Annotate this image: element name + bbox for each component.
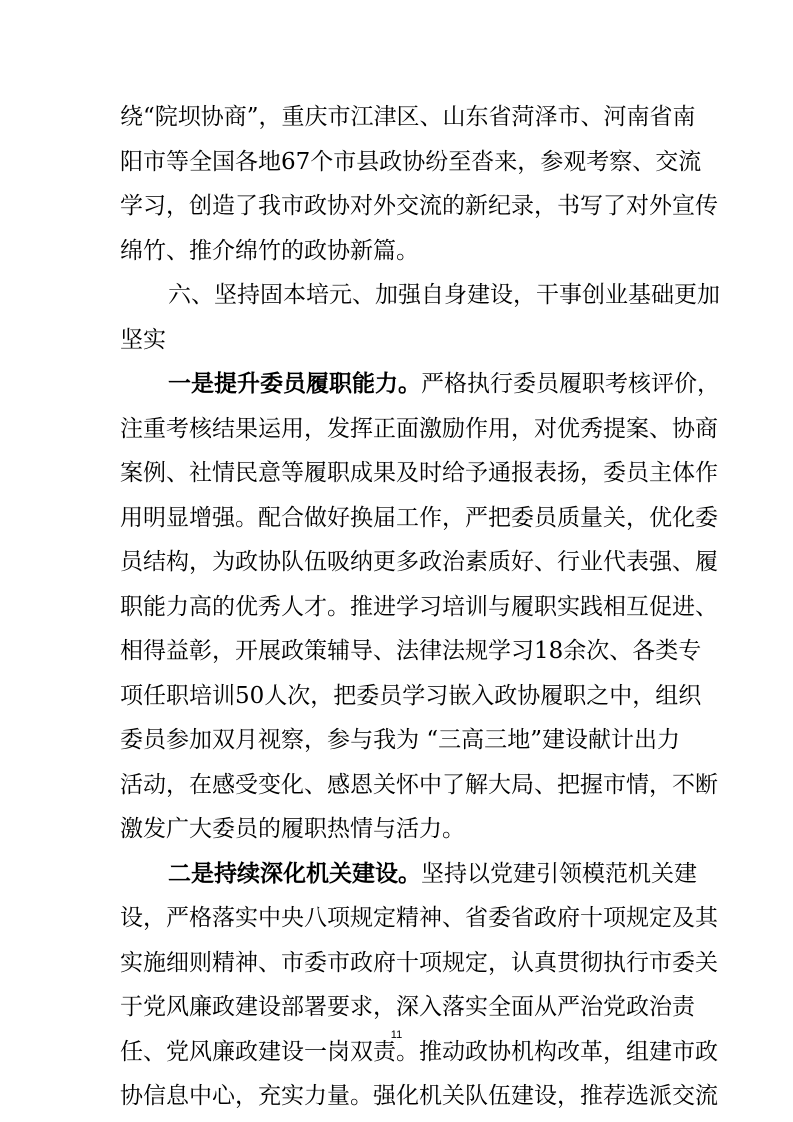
paragraph-line: 设，严格落实中央八项规定精神、省委省政府十项规定及其 [120, 905, 718, 931]
paragraph-line: 注重考核结果运用，发挥正面激励作用，对优秀提案、协商 [120, 416, 718, 442]
paragraph-first-text: 严格执行委员履职考核评价， [421, 371, 720, 397]
paragraph-line: 用明显增强。配合做好换届工作，严把委员质量关，优化委 [120, 505, 718, 531]
paragraph-first-line [168, 859, 697, 889]
paragraph-line: 激发广大委员的履职热情与活力。 [120, 816, 465, 842]
paragraph-line: 绕“院坝协商”，重庆市江津区、山东省菏泽市、河南省南 [120, 104, 696, 130]
paragraph-line: 员结构，为政协队伍吸纳更多政治素质好、行业代表强、履 [120, 549, 718, 575]
paragraph-line: 协信息中心，充实力量。强化机关队伍建设，推荐选派交流 [120, 1083, 718, 1109]
paragraph-line: 实施细则精神、市委市政府十项规定，认真贯彻执行市委关 [120, 950, 718, 976]
paragraph-line: 任、党风廉政建设一岗双责。推动政协机构改革，组建市政 [120, 1039, 718, 1065]
paragraph-first-line [168, 369, 720, 399]
paragraph-lead: 二是持续深化机关建设。 [168, 860, 421, 887]
paragraph-line: 委员参加双月视察，参与我为 “三高三地”建设献计出力 [120, 727, 680, 753]
page-number: 11 [390, 1029, 403, 1041]
paragraph-line: 案例、社情民意等履职成果及时给予通报表扬，委员主体作 [120, 460, 718, 486]
section-heading: 坚实 [120, 327, 166, 353]
paragraph-line: 项任职培训50人次，把委员学习嵌入政协履职之中，组织 [120, 683, 702, 709]
paragraph-line: 活动，在感受变化、感恩关怀中了解大局、把握市情，不断 [120, 772, 718, 798]
paragraph-line: 职能力高的优秀人才。推进学习培训与履职实践相互促进、 [120, 594, 718, 620]
paragraph-line: 学习，创造了我市政协对外交流的新纪录，书写了对外宣传 [120, 193, 718, 219]
paragraph-line: 相得益彰，开展政策辅导、法律法规学习18余次、各类专 [120, 638, 702, 664]
paragraph-line: 阳市等全国各地67个市县政协纷至沓来，参观考察、交流 [120, 149, 702, 175]
paragraph-line: 绵竹、推介绵竹的政协新篇。 [120, 238, 419, 264]
paragraph-lead: 一是提升委员履职能力。 [168, 370, 421, 397]
paragraph-line: 于党风廉政建设部署要求，深入落实全面从严治党政治责 [120, 994, 695, 1020]
section-heading: 六、坚持固本培元、加强自身建设，干事创业基础更加 [168, 282, 720, 308]
paragraph-first-text: 坚持以党建引领模范机关建 [421, 861, 697, 887]
